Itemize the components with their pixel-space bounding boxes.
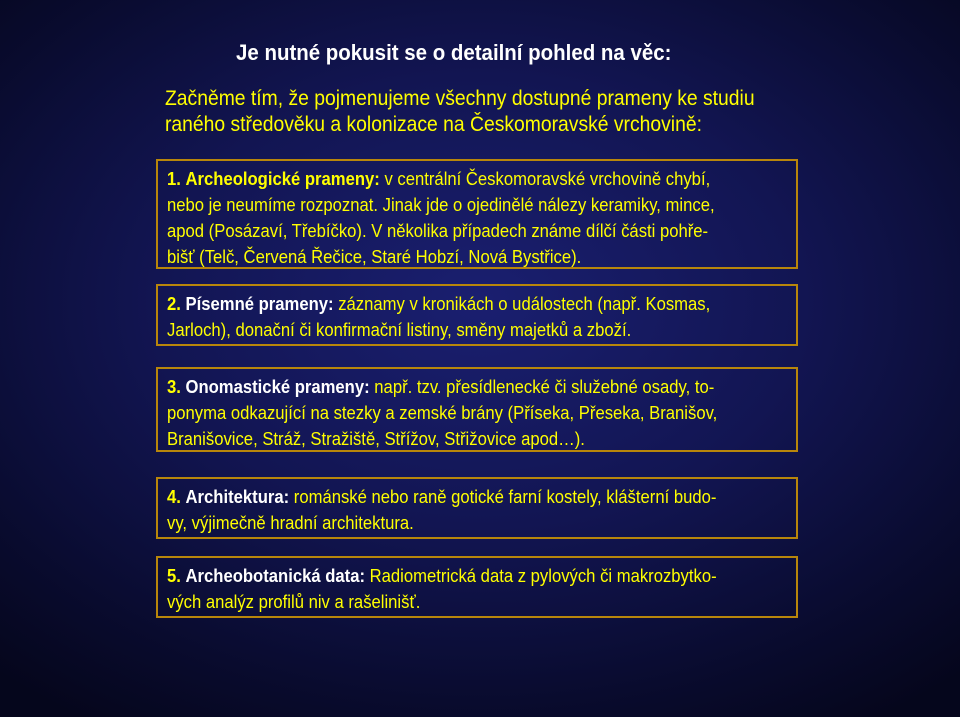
source-box-pisemne xyxy=(156,284,798,346)
item-title: Archeobotanická data: xyxy=(185,565,366,586)
box-first-line xyxy=(167,374,788,400)
source-box-archeologicke xyxy=(156,159,798,269)
item-line-rest: v centrální Českomoravské vrchovině chybí, xyxy=(379,168,711,189)
item-line: nebo je neumíme rozpoznat. Jinak jde o ojedinělé nálezy keramiky, mince, xyxy=(167,194,715,215)
intro-text xyxy=(165,86,800,138)
item-line-rest: románské nebo raně gotické farní kostely, klášterní budo- xyxy=(289,486,717,507)
item-number: 5. xyxy=(167,565,181,586)
box-first-line xyxy=(167,166,788,192)
item-line-rest: záznamy v kronikách o událostech (např. Kosmas, xyxy=(333,293,711,314)
item-line: Jarloch), donační či konfirmační listiny, směny majetků a zboží. xyxy=(167,319,632,340)
item-line: apod (Posázaví, Třebíčko). V několika případech známe dílčí části pohře- xyxy=(167,220,709,241)
item-number: 1. xyxy=(167,168,181,189)
source-box-onomasticke xyxy=(156,367,798,452)
item-line-rest: např. tzv. přesídlenecké či služebné osady, to- xyxy=(369,376,715,397)
source-box-archeobotanicka xyxy=(156,556,798,618)
item-line: bišť (Telč, Červená Řečice, Staré Hobzí, Nová Bystřice). xyxy=(167,246,582,267)
item-title: Architektura: xyxy=(185,486,290,507)
slide-heading: Je nutné pokusit se o detailní pohled na věc: xyxy=(236,40,672,65)
item-title: Archeologické prameny: xyxy=(185,168,380,189)
source-box-architektura xyxy=(156,477,798,539)
item-line: vých analýz profilů niv a rašelinišť. xyxy=(167,591,421,612)
item-title: Onomastické prameny: xyxy=(185,376,370,397)
item-number: 3. xyxy=(167,376,181,397)
intro-line-2: raného středověku a kolonizace na Českomoravské vrchovině: xyxy=(165,113,702,136)
item-line: Branišovice, Stráž, Stražiště, Střížov, Střižovice apod…). xyxy=(167,428,585,449)
item-title: Písemné prameny: xyxy=(185,293,334,314)
item-number: 4. xyxy=(167,486,181,507)
box-first-line xyxy=(167,291,788,317)
item-number: 2. xyxy=(167,293,181,314)
item-line-rest: Radiometrická data z pylových či makrozbytko- xyxy=(365,565,717,586)
item-line: vy, výjimečně hradní architektura. xyxy=(167,512,414,533)
item-line: ponyma odkazující na stezky a zemské brány (Příseka, Přeseka, Branišov, xyxy=(167,402,718,423)
intro-line-1: Začněme tím, že pojmenujeme všechny dostupné prameny ke studiu xyxy=(165,87,755,110)
box-first-line xyxy=(167,563,788,589)
box-first-line xyxy=(167,484,788,510)
